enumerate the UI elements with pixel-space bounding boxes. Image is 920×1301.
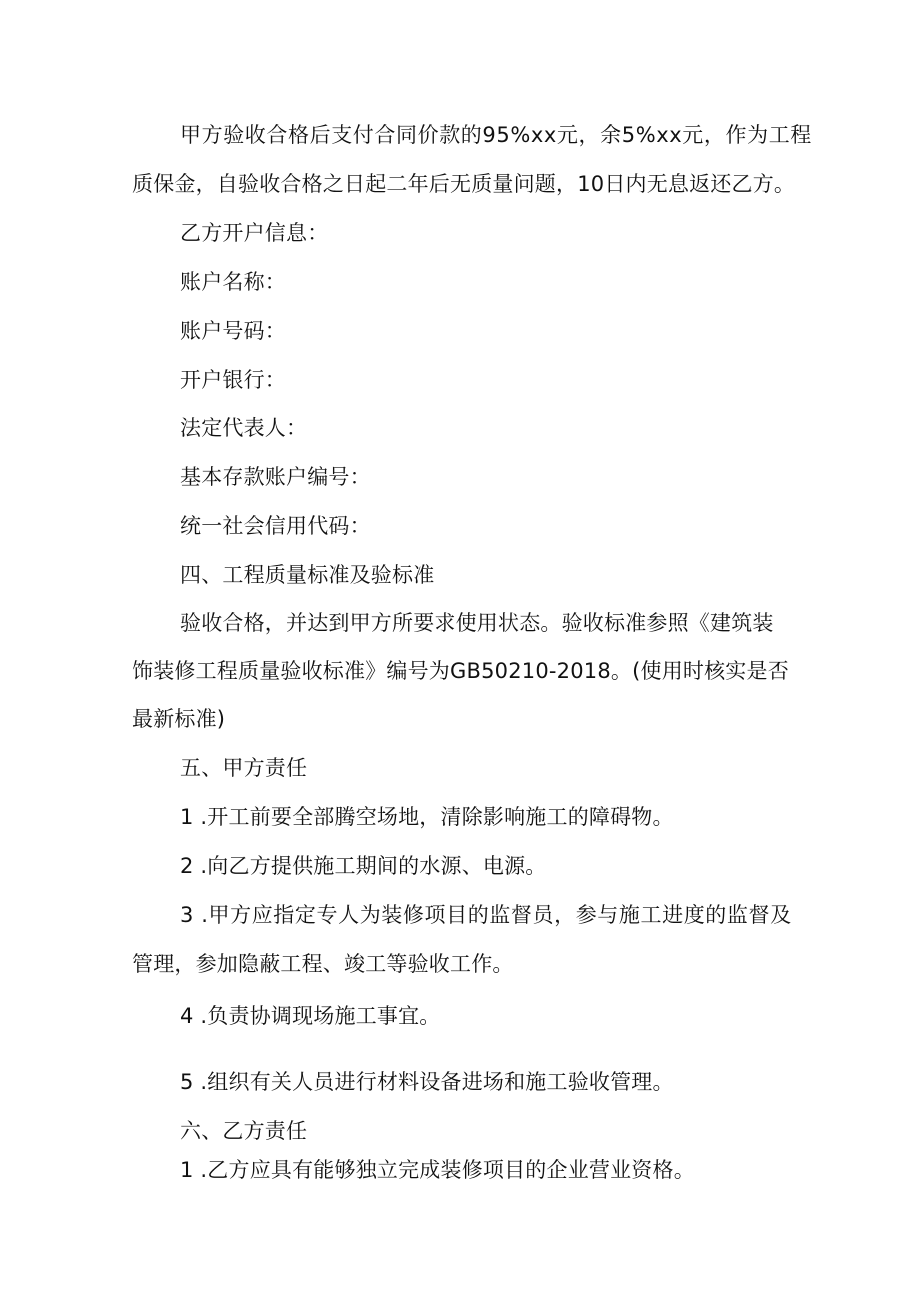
section-six-heading: 六、乙方责任	[180, 1119, 308, 1143]
bank-name-label: 开户银行：	[180, 368, 286, 392]
party-a-duty-1: 1 .开工前要全部腾空场地，清除影响施工的障碍物。	[180, 805, 674, 829]
section-five-heading: 五、甲方责任	[180, 756, 308, 780]
quality-standard-line-3: 最新标准)	[132, 707, 226, 731]
account-name-label: 账户名称：	[180, 270, 286, 294]
party-a-duty-3-line-2: 管理，参加隐蔽工程、竣工等验收工作。	[132, 952, 514, 976]
payment-terms-line-2: 质保金，自验收合格之日起二年后无质量问题，10日内无息返还乙方。	[132, 172, 796, 196]
legal-representative-label: 法定代表人：	[180, 416, 308, 440]
quality-standard-line-2: 饰装修工程质量验收标准》编号为GB50210-2018。(使用时核实是否	[132, 659, 789, 683]
basic-account-number-label: 基本存款账户编号：	[180, 465, 371, 489]
bank-info-heading: 乙方开户信息：	[180, 221, 329, 245]
payment-terms-line-1: 甲方验收合格后支付合同价款的95%xx元，余5%xx元，作为工程	[180, 123, 812, 147]
party-a-duty-3-line-1: 3 .甲方应指定专人为装修项目的监督员，参与施工进度的监督及	[180, 903, 792, 927]
party-a-duty-5: 5 .组织有关人员进行材料设备进场和施工验收管理。	[180, 1070, 674, 1094]
party-b-duty-1: 1 .乙方应具有能够独立完成装修项目的企业营业资格。	[180, 1158, 695, 1182]
section-four-heading: 四、工程质量标准及验标准	[180, 563, 435, 587]
account-number-label: 账户号码：	[180, 319, 286, 343]
party-a-duty-2: 2 .向乙方提供施工期间的水源、电源。	[180, 854, 547, 878]
credit-code-label: 统一社会信用代码：	[180, 514, 371, 538]
quality-standard-line-1: 验收合格，并达到甲方所要求使用状态。验收标准参照《建筑装	[180, 611, 774, 635]
party-a-duty-4: 4 .负责协调现场施工事宜。	[180, 1004, 441, 1028]
